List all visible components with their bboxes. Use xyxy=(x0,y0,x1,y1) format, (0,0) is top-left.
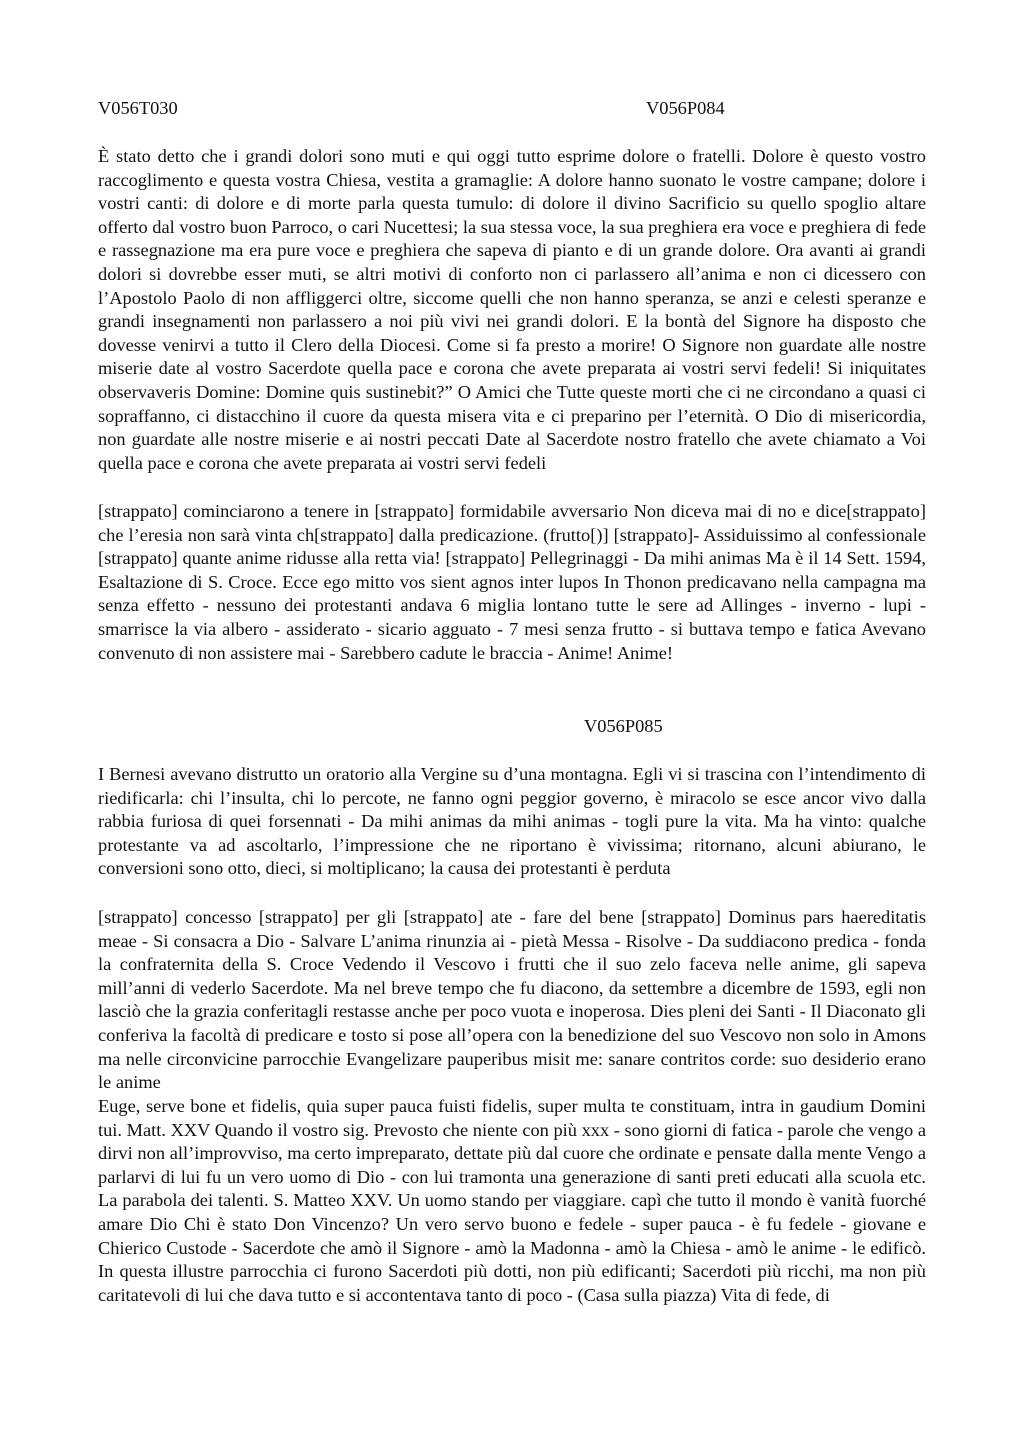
page-code-2: V056P085 xyxy=(584,716,663,736)
paragraph-1: È stato detto che i grandi dolori sono muti e qui oggi tutto esprime dolore o fratelli. Dolore è questo vostro raccoglimento e questa vostra Chiesa, vestita a gramaglie: A dolore hanno suonato le vostre campane; dolore i vostri canti: di dolore e di morte parla questa tumulo: di dolore il divino Sacrificio su quello spoglio altare offerto dal vostro buon Parroco, o cari Nucettesi; la sua stessa voce, la sua preghiera era voce e preghiera di fede e rassegnazione ma era pure voce e preghiera che sapeva di pianto e di un grande dolore. Ora avanti ai grandi dolori si dovrebbe esser muti, se altri motivi di conforto non ci parlassero all’anima e non ci dicessero con l’Apostolo Paolo di non affliggerci oltre, siccome quelli che non hanno speranza, se anzi e celesti speranze e grandi insegnamenti non parlassero a noi più vivi nei grandi dolori. E la bontà del Signore ha disposto che dovesse venirvi a tutto il Clero della Diocesi. Come si fa presto a morire! O Signore non guardate alle nostre miserie date al vostro Sacerdote quella pace e corona che avete preparata ai vostri servi fedeli! Si iniquitates observaveris Domine: Domine quis sustinebit?” O Amici che Tutte queste morti che ci ne circondano a quasi ci sopraffanno, ci distacchino il cuore da questa misera vita e ci preparino per l’eternità. O Dio di misericordia, non guardate alle nostre miserie e ai nostri peccati Date al Sacerdote nostro fratello che avete chiamato a Voi quella pace e corona che avete preparata ai vostri servi fedeli xyxy=(98,146,926,473)
paragraph-4: [strappato] concesso [strappato] per gli [strappato] ate - fare del bene [strappato] Dominus pars haereditatis meae - Si consacra a Dio - Salvare L’anima rinunzia ai - pietà Messa - Risolve - Da suddiacono predica - fonda la confraternita della S. Croce Vedendo il Vescovo i frutti che il suo zelo faceva nelle anime, gli sapeva mill’anni di vederlo Sacerdote. Ma nel breve tempo che fu diacono, da settembre a dicembre de 1593, egli non lasciò che la grazia conferitagli restasse anche per poco vuota e inoperosa. Dies pleni dei Santi - Il Diaconato gli conferiva la facoltà di predicare e tosto si pose all’opera con la benedizione del suo Vescovo non solo in Amons ma nelle circonvicine parrocchie Evangelizare pauperibus misit me: sanare contritos corde: suo desiderio erano le anime xyxy=(98,907,926,1093)
document-code-left: V056T030 xyxy=(98,98,178,118)
paragraph-3: I Bernesi avevano distrutto un oratorio alla Vergine su d’una montagna. Egli vi si trascina con l’intendimento di riedificarla: chi l’insulta, chi lo percote, ne fanno ogni peggior governo, è miracolo se esce ancor vivo dalla rabbia furiosa di quei forsennati - Da mihi animas da mihi animas - togli pure la vita. Ma ha vinto: qualche protestante va ad ascoltarlo, l’impressione che ne riportano è vivissima; ritornano, alcuni abiurano, le conversioni sono otto, dieci, si moltiplicano; la causa dei protestanti è perduta xyxy=(98,764,926,879)
page-code-right: V056P084 xyxy=(646,98,725,118)
paragraph-5: Euge, serve bone et fidelis, quia super pauca fuisti fidelis, super multa te constituam, intra in gaudium Domini tui. Matt. XXV Quando il vostro sig. Prevosto che niente con più xxx - sono giorni di fatica - parole che vengo a dirvi non all’improvviso, ma certo impreparato, dettate più dal cuore che ordinate e pensate dalla mente Vengo a parlarvi di lui fu un vero uomo di Dio - con lui tramonta una generazione di santi preti educati alla scuola etc. La parabola dei talenti. S. Matteo XXV. Un uomo stando per viaggiare. capì che tutto il mondo è vanità fuorché amare Dio Chi è stato Don Vincenzo? Un vero servo buono e fedele - super pauca - è fu fedele - giovane e Chierico Custode - Sacerdote che amò il Signore - amò la Madonna - amò la Chiesa - amò le anime - le edificò. In questa illustre parrocchia ci furono Sacerdoti più dotti, non più edificanti; Sacerdoti più ricchi, ma non più caritatevoli di lui che dava tutto e si accontentava tanto di poco - (Casa sulla piazza) Vita di fede, di xyxy=(98,1096,926,1305)
paragraph-2: [strappato] cominciarono a tenere in [strappato] formidabile avversario Non diceva mai di no e dice[strappato] che l’eresia non sarà vinta ch[strappato] dalla predicazione. (frutto[)] [strappato]- Assiduissimo al confessionale [strappato] quante anime ridusse alla retta via! [strappato] Pellegrinaggi - Da mihi animas Ma è il 14 Sett. 1594, Esaltazione di S. Croce. Ecce ego mitto vos sient agnos inter lupos In Thonon predicavano nella campagna ma senza effetto - nessuno dei protestanti andava 6 miglia lontano tutte le sere ad Allinges - inverno - lupi - smarrisce la via albero - assiderato - sicario agguato - 7 mesi senza frutto - si buttava tempo e fatica Avevano convenuto di non assistere mai - Sarebbero cadute le braccia - Anime! Anime! xyxy=(98,501,926,663)
